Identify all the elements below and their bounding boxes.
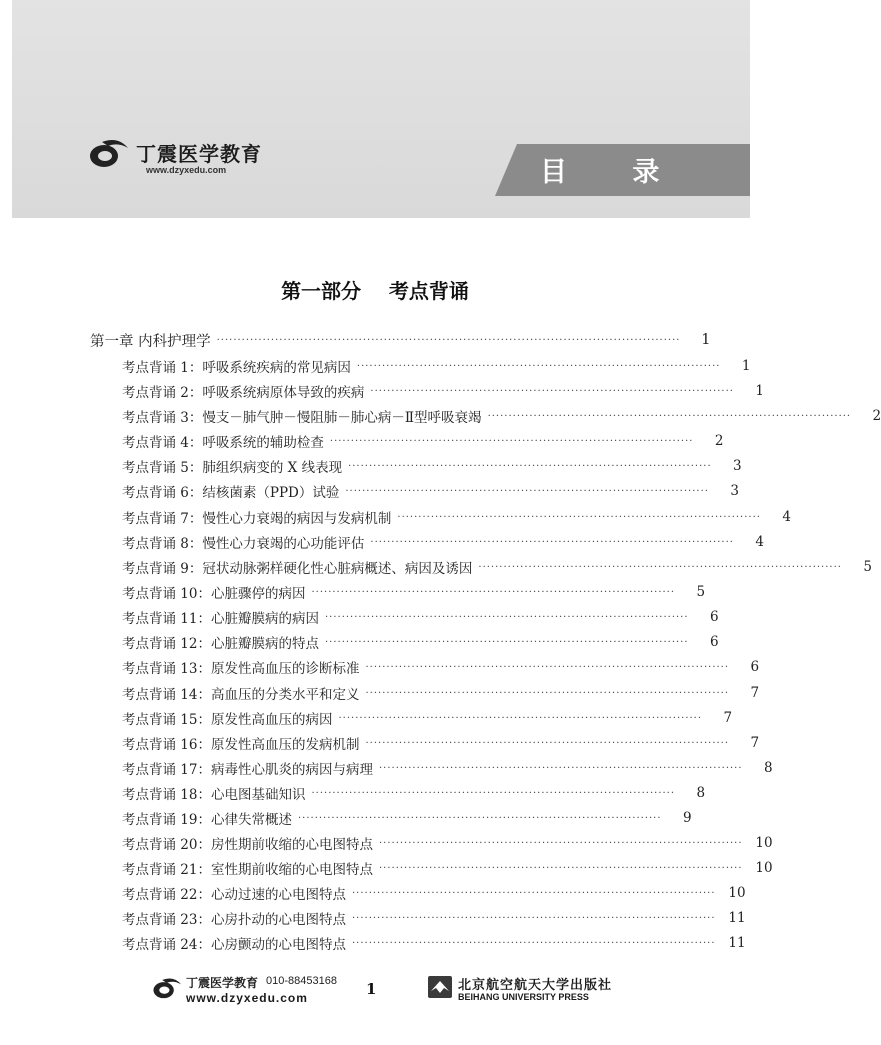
publisher-name-cn: 北京航空航天大学出版社 (458, 978, 613, 993)
toc-entry[interactable] (122, 355, 751, 377)
toc-entry[interactable] (122, 782, 706, 804)
toc-entry-title: 考点背诵 13：原发性高血压的诊断标准 (122, 661, 360, 677)
toc-entry[interactable] (122, 732, 760, 754)
toc-chapter[interactable] (90, 329, 711, 351)
toc-entry[interactable] (122, 932, 746, 954)
brand-swoosh-icon (88, 134, 132, 172)
toc-entry-page: 4 (782, 509, 791, 525)
toc-entry-page: 7 (723, 710, 733, 726)
toc-entry[interactable] (122, 882, 746, 904)
toc-entry-page: 6 (709, 634, 719, 650)
toc-entry-page: 5 (696, 584, 706, 600)
toc-entry-title: 考点背诵 22：心动过速的心电图特点 (122, 887, 346, 903)
toc-entry[interactable] (122, 430, 724, 452)
toc-leader: ······················································································· (324, 611, 689, 623)
toc-entry-page: 9 (682, 810, 692, 826)
toc-entry-page: 1 (741, 358, 751, 374)
toc-chapter-title: 第一章 内科护理学 (90, 333, 211, 350)
toc-entry-title: 考点背诵 1：呼吸系统疾病的常见病因 (122, 360, 351, 376)
toc-entry-title: 考点背诵 21：室性期前收缩的心电图特点 (122, 862, 373, 878)
toc-entry-title: 考点背诵 2：呼吸系统病原体导致的疾病 (122, 385, 365, 401)
toc-entry[interactable] (122, 807, 692, 829)
toc-leader: ······················································································· (297, 812, 662, 824)
toc-chapter-page: 1 (701, 332, 711, 348)
toc-entry[interactable] (122, 506, 791, 528)
toc-leader: ······················································································· (338, 712, 703, 724)
toc-entry-title: 考点背诵 23：心房扑动的心电图特点 (122, 912, 346, 928)
toc-leader: ······················································································· (329, 435, 694, 447)
toc-leader: ······················································································· (370, 536, 734, 548)
toc-entry-page: 11 (728, 910, 746, 926)
toc-leader: ······················································································· (324, 636, 689, 648)
toc-entry-title: 考点背诵 16：原发性高血压的发病机制 (122, 737, 360, 753)
toc-entry-page: 10 (755, 835, 773, 851)
toc-leader: ······················································································· (311, 586, 676, 598)
toc-entry-page: 2 (872, 408, 881, 424)
footer-brand-name: 丁震医学教育 (186, 976, 259, 990)
toc-leader: ······················································································· (365, 737, 730, 749)
toc-leader: ······················································································· (311, 787, 676, 799)
toc-entry-page: 11 (728, 935, 746, 951)
toc-entry-page: 3 (730, 483, 739, 499)
toc-entry-title: 考点背诵 20：房性期前收缩的心电图特点 (122, 837, 373, 853)
toc-entry[interactable] (122, 707, 733, 729)
publisher-logo (428, 974, 628, 1006)
toc-entry-title: 考点背诵 19：心律失常概述 (122, 812, 292, 828)
publisher-emblem-icon (428, 976, 452, 998)
toc-leader: ······················································································· (487, 410, 852, 422)
toc-entry-page: 3 (733, 458, 742, 474)
footer-phone: 010-88453168 (266, 975, 337, 987)
toc-leader: ······················································································· (356, 360, 721, 372)
toc-entry-page: 6 (750, 659, 760, 675)
toc-entry-title: 考点背诵 5：肺组织病变的 X 线表现 (122, 460, 343, 476)
toc-entry-title: 考点背诵 9：冠状动脉粥样硬化性心脏病概述、病因及诱因 (122, 561, 473, 577)
toc-leader: ··············································································································· (216, 334, 681, 346)
toc-leader: ······················································································· (348, 460, 712, 472)
toc-leader: ······················································································· (351, 937, 716, 949)
toc-entry-title: 考点背诵 17：病毒性心肌炎的病因与病理 (122, 762, 373, 778)
section-title: 目 录 (540, 157, 688, 188)
toc-entry[interactable] (122, 832, 773, 854)
toc-entry-page: 4 (755, 534, 764, 550)
toc-leader: ······················································································· (397, 511, 761, 523)
toc-leader: ······················································································· (378, 862, 743, 874)
toc-entry-title: 考点背诵 11：心脏瓣膜病的病因 (122, 611, 319, 627)
toc-entry-page: 10 (755, 860, 773, 876)
toc-entry-page: 1 (755, 383, 764, 399)
footer-url: www.dzyxedu.com (186, 991, 308, 1005)
toc-entry[interactable] (122, 531, 764, 553)
toc-entry-title: 考点背诵 15：原发性高血压的病因 (122, 712, 333, 728)
toc-leader: ······················································································· (370, 385, 734, 397)
brand-logo (88, 134, 278, 184)
brand-url: www.dzyxedu.com (146, 165, 227, 175)
page-number: 1 (366, 980, 377, 998)
toc-entry[interactable] (122, 606, 719, 628)
toc-entry[interactable] (122, 682, 760, 704)
brand-name: 丁震医学教育 (136, 142, 262, 166)
toc-entry-title: 考点背诵 8：慢性心力衰竭的心功能评估 (122, 536, 365, 552)
toc-entry-title: 考点背诵 24：心房颤动的心电图特点 (122, 937, 346, 953)
part-title: 第一部分 考点背诵 (281, 279, 469, 303)
brand-swoosh-icon (152, 974, 184, 1002)
toc-entry-page: 10 (728, 885, 746, 901)
footer-brand-logo (152, 974, 352, 1008)
toc-entry-page: 2 (714, 433, 724, 449)
toc-leader: ······················································································· (365, 661, 730, 673)
publisher-name-en: BEIHANG UNIVERSITY PRESS (458, 992, 589, 1002)
toc-entry-title: 考点背诵 12：心脏瓣膜病的特点 (122, 636, 319, 652)
toc-entry[interactable] (122, 380, 764, 402)
toc-leader: ······················································································· (378, 762, 743, 774)
toc-entry-page: 7 (750, 685, 760, 701)
toc-entry[interactable] (122, 631, 719, 653)
toc-entry-title: 考点背诵 10：心脏骤停的病因 (122, 586, 306, 602)
toc-leader: ······················································································· (351, 912, 716, 924)
toc-leader: ······················································································· (365, 687, 730, 699)
toc-entry-title: 考点背诵 18：心电图基础知识 (122, 787, 306, 803)
toc-entry-page: 8 (696, 785, 706, 801)
toc-entry[interactable] (122, 556, 872, 578)
toc-leader: ······················································································· (351, 887, 716, 899)
toc-entry[interactable] (122, 581, 706, 603)
toc-entry-page: 8 (763, 760, 773, 776)
toc-entry[interactable] (122, 480, 739, 502)
toc-entry-title: 考点背诵 7：慢性心力衰竭的病因与发病机制 (122, 511, 392, 527)
toc-entry[interactable] (122, 907, 746, 929)
toc-entry-page: 6 (709, 609, 719, 625)
toc-entry[interactable] (122, 757, 773, 779)
toc-entry[interactable] (122, 455, 742, 477)
toc-leader: ······················································································· (345, 485, 709, 497)
toc-leader: ······················································································· (478, 561, 842, 573)
toc-entry[interactable] (122, 405, 881, 427)
toc-leader: ······················································································· (378, 837, 743, 849)
toc-entry-title: 考点背诵 14：高血压的分类水平和定义 (122, 687, 360, 703)
toc-entry[interactable] (122, 857, 773, 879)
toc-entry-title: 考点背诵 3：慢支－肺气肿－慢阻肺－肺心病－Ⅱ型呼吸衰竭 (122, 410, 482, 426)
toc-entry[interactable] (122, 656, 760, 678)
toc-entry-title: 考点背诵 4：呼吸系统的辅助检查 (122, 435, 324, 451)
toc-entry-page: 7 (750, 735, 760, 751)
toc-entry-title: 考点背诵 6：结核菌素（PPD）试验 (122, 485, 340, 501)
toc-entry-page: 5 (863, 559, 872, 575)
